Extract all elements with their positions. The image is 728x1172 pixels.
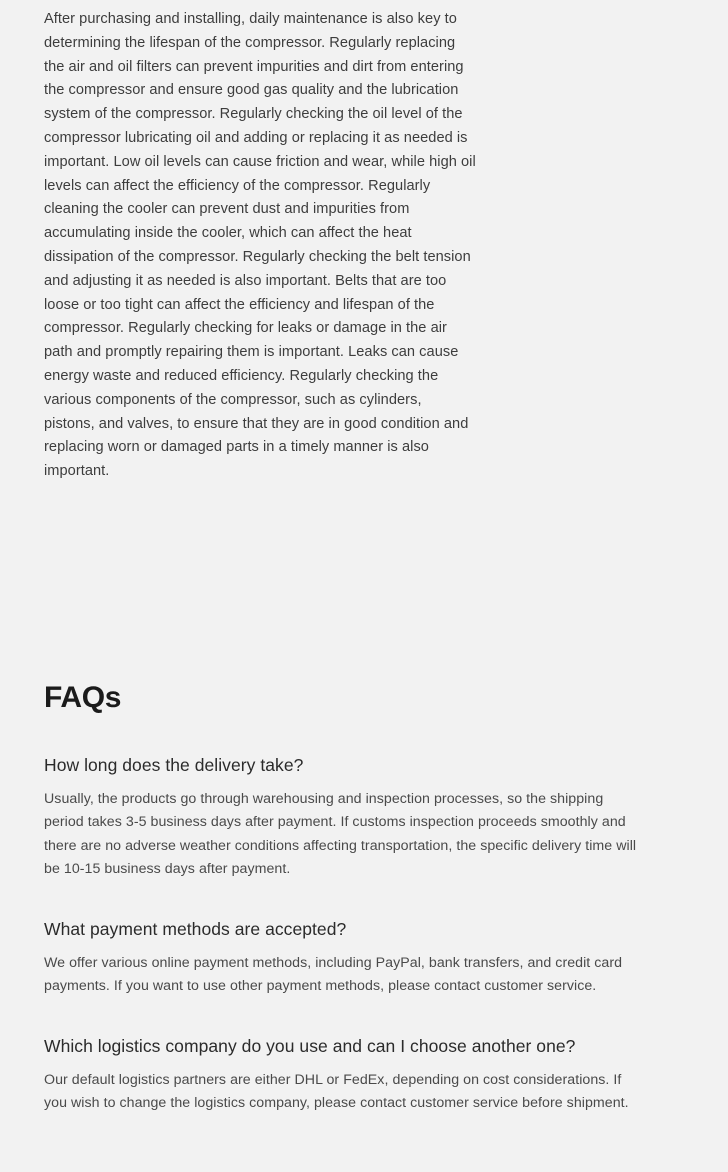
maintenance-paragraph: After purchasing and installing, daily maintenance is also key to determining the lifespan of the compressor. Regularly replacing the air and oil filters can prevent impurities and dirt from entering the compressor and ensure good gas quality and the lubrication system of the compressor. Regularly checking the oil level of the compressor lubricating oil and adding or replacing it as needed is important. Low oil levels can cause friction and wear, while high oil levels can affect the efficiency of the compressor. Regularly cleaning the cooler can prevent dust and impurities from accumulating inside the cooler, which can affect the heat dissipation of the compressor. Regularly checking the belt tension and adjusting it as needed is also important. Belts that are too loose or too tight can affect the efficiency and lifespan of the compressor. Regularly checking for leaks or damage in the air path and promptly repairing them is important. Leaks can cause energy waste and reduced efficiency. Regularly checking the various components of the compressor, such as cylinders, pistons, and valves, to ensure that they are in good condition and replacing worn or damaged parts in a timely manner is also important. [44, 11, 476, 480]
section-spacer [44, 484, 684, 680]
faq-answer: We offer various online payment methods, including PayPal, bank transfers, and credit card payments. If you want to use other payment methods, please contact customer service. [44, 954, 623, 995]
faq-question[interactable]: What payment methods are accepted? [44, 918, 347, 939]
faq-item [44, 1033, 684, 1116]
faq-heading: FAQs [44, 680, 122, 714]
faq-answer: Our default logistics partners are either DHL or FedEx, depending on cost considerations. If you wish to change the logistics company, please contact customer service before shipment. [44, 1071, 629, 1112]
faq-item [44, 916, 684, 999]
faq-question[interactable]: Which logistics company do you use and can I choose another one? [44, 1035, 576, 1056]
faq-answer: Usually, the products go through warehousing and inspection processes, so the shipping period takes 3-5 business days after payment. If customs inspection proceeds smoothly and there are no adverse weather conditions affecting transportation, the specific delivery time will be 10-15 business days after payment. [44, 790, 637, 878]
maintenance-section [44, 0, 684, 484]
faq-item [44, 752, 684, 882]
faq-section [44, 680, 684, 1116]
faq-question[interactable]: How long does the delivery take? [44, 754, 304, 775]
